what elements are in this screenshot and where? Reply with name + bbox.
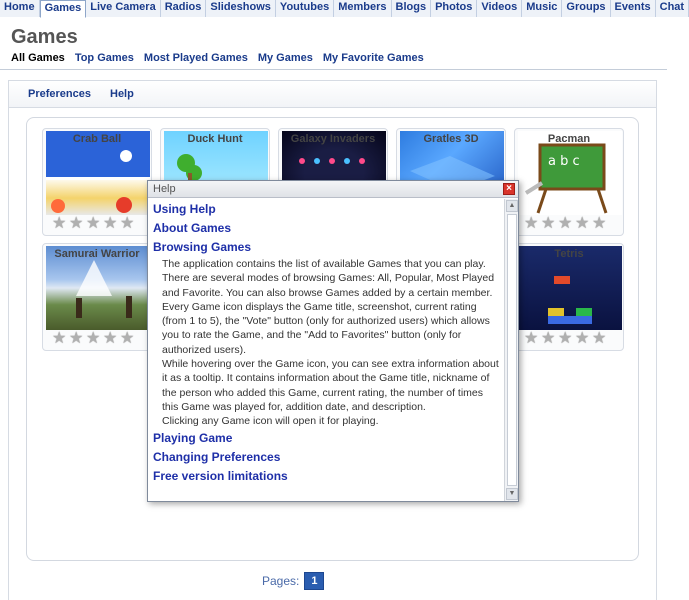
- subnav-my-favorite-games[interactable]: My Favorite Games: [322, 52, 424, 64]
- help-text-line: While hovering over the Game icon, you can see extra information about: [162, 358, 499, 371]
- game-tile-tetris[interactable]: [514, 243, 624, 351]
- help-text-line: The application contains the list of available Games that you can play.: [162, 258, 486, 270]
- close-icon[interactable]: ×: [503, 183, 515, 195]
- star-icon[interactable]: ★: [558, 330, 573, 347]
- help-section-using-help[interactable]: Using Help: [153, 202, 216, 216]
- preferences-link[interactable]: Preferences: [28, 88, 91, 100]
- page-header: [0, 18, 667, 70]
- page-number-button[interactable]: 1: [304, 572, 324, 590]
- help-section-browsing-games[interactable]: Browsing Games: [153, 240, 252, 254]
- help-text-line: authorized users).: [162, 343, 247, 356]
- game-tile-pacman[interactable]: [514, 128, 624, 236]
- help-text-line: and Favorite. You can also browse Games added by a certain member.: [162, 286, 493, 299]
- top-nav: [0, 0, 685, 17]
- game-title: Samurai Warrior: [54, 248, 140, 260]
- star-icon[interactable]: ★: [120, 215, 135, 232]
- star-icon[interactable]: ★: [592, 215, 607, 232]
- nav-tab-radios[interactable]: Radios: [161, 0, 207, 17]
- rating-stars[interactable]: [52, 331, 136, 347]
- star-icon[interactable]: ★: [592, 330, 607, 347]
- games-subnav: [11, 52, 424, 64]
- star-icon[interactable]: ★: [103, 330, 118, 347]
- game-title: Galaxy Invaders: [290, 133, 376, 145]
- help-text-line: (from 1 to 5), the "Vote" button (only for authorized users) which allows: [162, 315, 490, 328]
- svg-text:a b c: a b c: [548, 154, 580, 169]
- star-icon[interactable]: ★: [575, 215, 590, 232]
- game-title: Gratles 3D: [423, 133, 479, 145]
- pages-label: Pages:: [262, 574, 300, 588]
- help-text-line: Clicking any Game icon will open it for playing.: [162, 415, 379, 428]
- scroll-up-icon[interactable]: ▲: [506, 200, 518, 212]
- dialog-titlebar[interactable]: [148, 181, 518, 198]
- star-icon[interactable]: ★: [575, 330, 590, 347]
- star-icon[interactable]: ★: [558, 215, 573, 232]
- star-icon[interactable]: ★: [86, 330, 101, 347]
- scroll-down-icon[interactable]: ▼: [506, 488, 518, 500]
- subnav-most-played-games[interactable]: Most Played Games: [143, 52, 248, 64]
- help-text-line: you to rate the Game, and the "Add to Favorites" button (only for: [162, 329, 462, 342]
- games-toolbar: [9, 81, 656, 108]
- nav-tab-blogs[interactable]: Blogs: [392, 0, 432, 17]
- help-dialog: [147, 180, 519, 502]
- nav-tab-photos[interactable]: Photos: [431, 0, 477, 17]
- star-icon[interactable]: ★: [69, 215, 84, 232]
- nav-tab-members[interactable]: Members: [334, 0, 391, 17]
- game-title: Pacman: [547, 133, 591, 145]
- help-section-playing-game[interactable]: Playing Game: [153, 430, 233, 445]
- rating-stars[interactable]: [524, 216, 608, 232]
- game-title: Duck Hunt: [187, 133, 243, 145]
- help-section-changing-preferences[interactable]: Changing Preferences: [153, 449, 281, 464]
- dialog-title: Help: [153, 183, 176, 195]
- star-icon[interactable]: ★: [120, 330, 135, 347]
- nav-tab-youtubes[interactable]: Youtubes: [276, 0, 334, 17]
- help-text-line: There are several modes of browsing Games: All, Popular, Most Played: [162, 272, 495, 285]
- game-title: Tetris: [554, 248, 584, 260]
- star-icon[interactable]: ★: [541, 215, 556, 232]
- help-link[interactable]: Help: [110, 88, 134, 100]
- game-tile-crab-ball[interactable]: [42, 128, 152, 236]
- page-title: Games: [11, 26, 78, 48]
- nav-tab-chat[interactable]: Chat: [656, 0, 689, 17]
- subnav-all-games[interactable]: All Games: [11, 52, 65, 64]
- nav-tab-events[interactable]: Events: [611, 0, 656, 17]
- star-icon[interactable]: ★: [52, 330, 67, 347]
- nav-tab-games[interactable]: Games: [40, 0, 87, 18]
- scroll-thumb[interactable]: [507, 214, 517, 486]
- game-tile-samurai-warrior[interactable]: [42, 243, 152, 351]
- nav-tab-live-camera[interactable]: Live Camera: [86, 0, 160, 17]
- help-text-line: this Game was played for, addition date, and description.: [162, 400, 426, 413]
- browsing-games-text: [153, 257, 504, 429]
- help-content: [148, 199, 504, 501]
- game-title: Crab Ball: [72, 133, 122, 145]
- subnav-my-games[interactable]: My Games: [257, 52, 313, 64]
- nav-tab-groups[interactable]: Groups: [562, 0, 610, 17]
- star-icon[interactable]: ★: [524, 330, 539, 347]
- star-icon[interactable]: ★: [86, 215, 101, 232]
- star-icon[interactable]: ★: [52, 215, 67, 232]
- rating-stars[interactable]: [524, 331, 608, 347]
- help-text-line: Every Game icon displays the Game title, screenshot, current rating: [162, 300, 477, 313]
- help-text-line: it as a tooltip. It contains information about the Game title, nickname of: [162, 372, 490, 385]
- star-icon[interactable]: ★: [541, 330, 556, 347]
- rating-stars[interactable]: [52, 216, 136, 232]
- help-section-about-games[interactable]: About Games: [153, 221, 232, 235]
- help-section-free-version[interactable]: Free version limitations: [153, 468, 288, 483]
- star-icon[interactable]: ★: [103, 215, 118, 232]
- help-text-line: the person who added this Game, current rating, the number of times: [162, 386, 484, 399]
- subnav-top-games[interactable]: Top Games: [74, 52, 134, 64]
- dialog-scrollbar[interactable]: [504, 199, 518, 501]
- nav-tab-slideshows[interactable]: Slideshows: [206, 0, 276, 17]
- nav-tab-music[interactable]: Music: [522, 0, 562, 17]
- pagination: [262, 572, 324, 590]
- star-icon[interactable]: ★: [524, 215, 539, 232]
- nav-tab-home[interactable]: Home: [0, 0, 40, 17]
- nav-tab-videos[interactable]: Videos: [477, 0, 522, 17]
- star-icon[interactable]: ★: [69, 330, 84, 347]
